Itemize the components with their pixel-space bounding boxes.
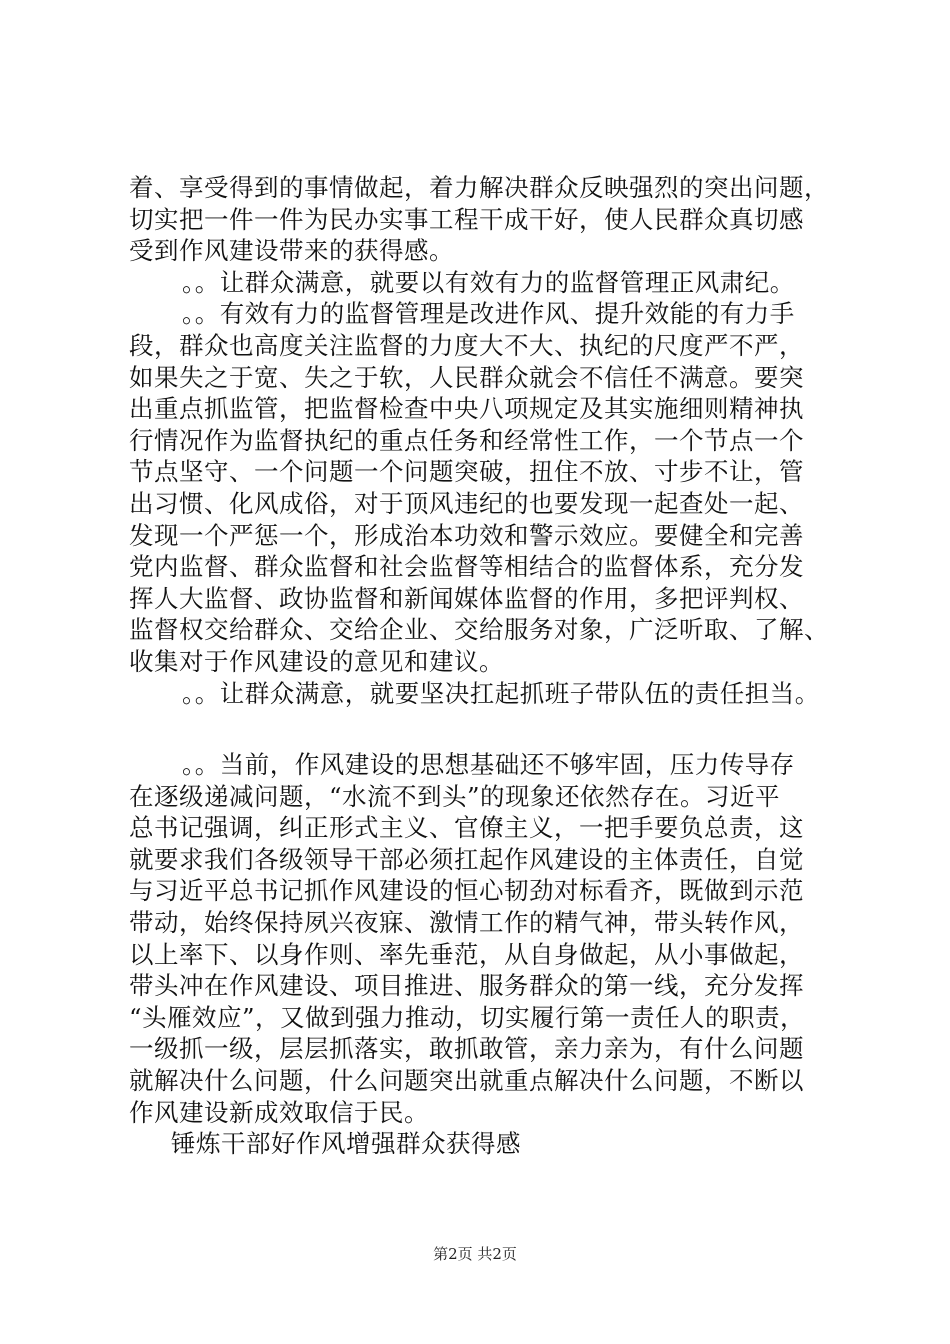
text-line: 如果失之于宽、失之于软，人民群众就会不信任不满意。要突 [129,362,804,392]
text-line: 带动，始终保持夙兴夜寐、激情工作的精气神，带头转作风， [129,908,804,938]
text-line: 着、享受得到的事情做起，着力解决群众反映强烈的突出问题， [129,173,829,202]
text-line: 作风建设新成效取信于民。 [129,1097,429,1127]
text-line: 在逐级递减问题，“水流不到头”的现象还依然存在。习近平 [129,781,781,811]
text-line: 。。有效有力的监督管理是改进作风、提升效能的有力手 [182,299,795,329]
text-line: 节点坚守、一个问题一个问题突破，扭住不放、寸步不让，管 [129,457,804,487]
text-line: 一级抓一级，层层抓落实，敢抓敢管，亲力亲为，有什么问题 [129,1034,804,1064]
text-line: 监督权交给群众、交给企业、交给服务对象，广泛听取、了解、 [129,615,829,645]
text-line: 段，群众也高度关注监督的力度大不大、执纪的尺度严不严， [129,330,804,360]
text-line: 以上率下、以身作则、率先垂范，从自身做起，从小事做起， [129,939,804,969]
paragraph-1 [129,172,859,267]
paragraph-3 [129,749,859,1128]
text-line: 。。当前，作风建设的思想基础还不够牢固，压力传导存 [182,750,795,780]
text-line: 出重点抓监管，把监督检查中央八项规定及其实施细则精神执 [129,394,804,424]
text-line: 与习近平总书记抓作风建设的恒心韧劲对标看齐，既做到示范 [129,876,804,906]
page-number-footer: 第2页 共2页 [433,1245,517,1263]
text-line: 总书记强调，纠正形式主义、官僚主义，一把手要负总责，这 [129,813,804,843]
section-heading-3: 。。让群众满意，就要坚决扛起抓班子带队伍的责任担当。 [182,678,820,708]
closing-title: 锤炼干部好作风增强群众获得感 [171,1129,521,1159]
paragraph-gap [129,709,859,749]
text-line: 收集对于作风建设的意见和建议。 [129,646,504,676]
text-line: 出习惯、化风成俗，对于顶风违纪的也要发现一起查处一起、 [129,488,804,518]
text-line: 党内监督、群众监督和社会监督等相结合的监督体系，充分发 [129,552,804,582]
text-line: 行情况作为监督执纪的重点任务和经常性工作，一个节点一个 [129,425,804,455]
section-heading-2: 。。让群众满意，就要以有效有力的监督管理正风肃纪。 [182,267,795,297]
text-line: 就解决什么问题，什么问题突出就重点解决什么问题，不断以 [129,1066,804,1096]
text-line: 发现一个严惩一个，形成治本功效和警示效应。要健全和完善 [129,520,804,550]
text-line: 就要求我们各级领导干部必须扛起作风建设的主体责任，自觉 [129,844,804,874]
text-line: 带头冲在作风建设、项目推进、服务群众的第一线，充分发挥 [129,971,804,1001]
text-line: 受到作风建设带来的获得感。 [129,236,454,266]
text-line: 挥人大监督、政协监督和新闻媒体监督的作用，多把评判权、 [129,583,804,613]
document-body [129,172,859,1160]
text-line: 切实把一件一件为民办实事工程干成干好，使人民群众真切感 [129,204,804,234]
paragraph-2 [129,298,859,677]
text-line: “头雁效应”，又做到强力推动，切实履行第一责任人的职责， [129,1002,806,1032]
